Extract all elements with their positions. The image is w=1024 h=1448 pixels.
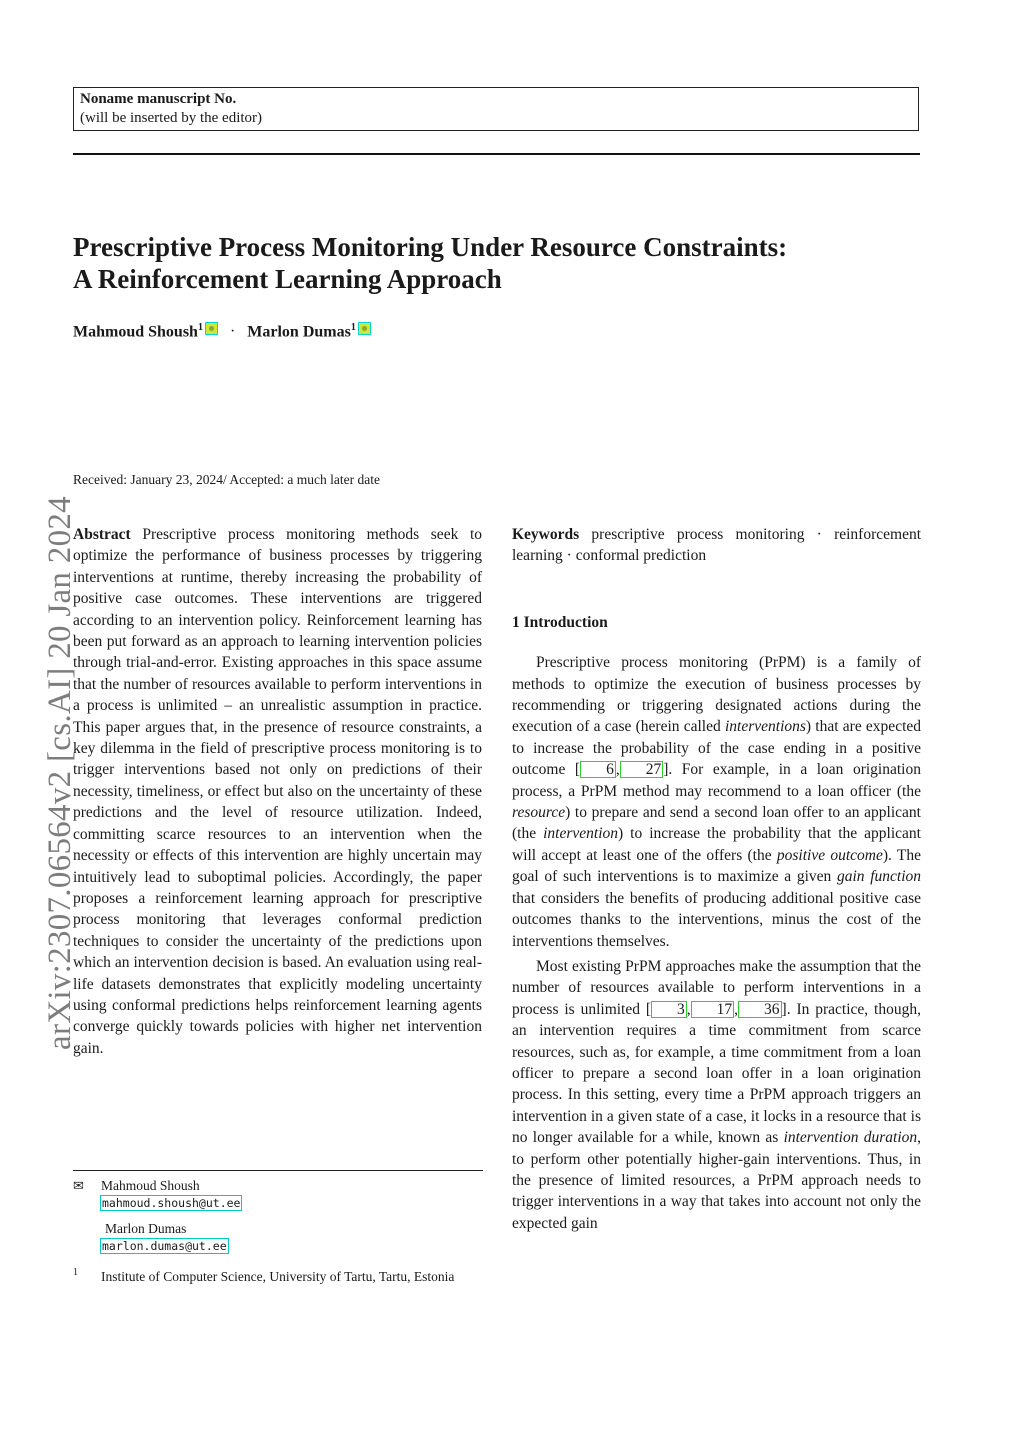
orcid-icon[interactable] — [205, 322, 218, 335]
abstract-label: Abstract — [73, 526, 131, 543]
manuscript-number-box — [73, 87, 919, 131]
text-span: Prescriptive process monitoring (PrPM) is a family of methods to optimize the execution of business processes by recommending or triggering designated actions during the execution of a case (herein called — [512, 654, 921, 736]
affiliation-footnote-mark: 1 — [73, 1267, 78, 1278]
header-rule — [73, 153, 920, 155]
emphasis: intervention duration — [783, 1129, 918, 1147]
citation-link[interactable]: 36 — [738, 1001, 782, 1018]
author-separator: · — [229, 323, 236, 341]
envelope-icon: ✉ — [73, 1178, 84, 1193]
author-name-1: Mahmoud Shoush — [73, 323, 198, 341]
received-date: Received: January 23, 2024/ Accepted: a much later date — [73, 472, 381, 487]
second-author-name: Marlon Dumas — [105, 1221, 187, 1236]
affiliation-text: Institute of Computer Science, University of Tartu, Tartu, Estonia — [101, 1269, 455, 1284]
citation-link[interactable]: 17 — [691, 1001, 735, 1018]
text-span: Most existing PrPM approaches make the assumption that the number of resources available to perform interventions in a process is unlimited — [512, 957, 921, 1018]
keywords-text: prescriptive process monitoring · reinforcement learning · conformal prediction — [512, 526, 922, 565]
author-name-2: Marlon Dumas — [247, 323, 351, 341]
affiliation-mark-1: 1 — [197, 322, 203, 333]
arxiv-stamp: arXiv:2307.06564v2 [cs.AI] 20 Jan 2024 — [42, 496, 78, 1050]
emphasis: intervention — [543, 825, 619, 843]
intro-paragraph-2: Most existing PrPM approaches make the assumption that the number of resources available to perform interventions in a process is unlimited [ 3 , 17 , 36 ]. In practice, though, an intervention requires a time commitment from scarce resources, such as, for example, a time commitment from a loan officer to prepare a second loan offer in a loan origination process. In this setting, every time a PrPM approach triggers an intervention in a given state of a case, it locks in a resource that is no longer available for a while, known as intervention duration, to perform other potentially higher-gain interventions. Thus, in the presence of limited resources, a PrPM approach needs to trigger interventions in a way that takes into account not only the expected gain — [512, 957, 921, 1232]
text-span: ) to prepare and send a second loan offer to an applicant (the — [512, 804, 921, 843]
citation-link[interactable]: 6 — [580, 761, 616, 778]
paper-title — [73, 231, 953, 295]
email-link-1[interactable]: mahmoud.shoush@ut.ee — [102, 1196, 241, 1210]
abstract-text: Prescriptive process monitoring methods seek to optimize the performance of business processes by triggering interventions at runtime, thereby increasing the probability of positive case outcomes. These interventions are triggered according to an intervention policy. Reinforcement learning has been put forward as an approach to learning intervention policies through trial-and-error. Existing approaches in this space assume that the number of resources available to perform interventions in a process is unlimited – an unrealistic assumption in practice. This paper argues that, in the presence of resource constraints, a key dilemma in the field of prescriptive process monitoring is to trigger interventions based not only on predictions of their necessity, timeliness, or effect but also on the uncertainty of these predictions and the level of resource utilization. Indeed, committing scarce resources to an intervention when the necessity or effects of this intervention are highly uncertain may intuitively lead to suboptimal policies. Accordingly, the paper proposes a reinforcement learning approach for prescriptive process monitoring that leverages conformal prediction techniques to consider the uncertainty of the predictions upon which an intervention decision is based. An evaluation using real-life datasets demonstrates that explicitly modeling uncertainty using conformal predictions helps reinforcement learning agents converge quickly towards policies with higher net intervention gain. — [73, 526, 483, 1057]
emphasis: positive outcome — [776, 846, 883, 864]
emphasis: resource — [512, 804, 566, 822]
author-list — [73, 322, 371, 341]
section-heading-introduction: 1 Introduction — [512, 613, 608, 631]
text-span: , to perform other potentially higher-gain interventions. Thus, in the presence of limited resources, a PrPM approach needs to trigger interventions in a way that takes into account not only the expected gain — [512, 1129, 921, 1232]
citation-link[interactable]: 3 — [651, 1001, 687, 1018]
keywords-label: Keywords — [512, 526, 580, 543]
email-link-2[interactable]: marlon.dumas@ut.ee — [102, 1239, 227, 1253]
text-span: . In practice, though, an intervention requires a time commitment from scarce resources, such as, for example, a time commitment from a loan officer to prepare a second loan offer in a loan origination process. In this setting, every time a PrPM approach triggers an intervention in a given state of a case, it locks in a resource that is no longer available for a while, known as — [512, 1000, 921, 1147]
footnote-rule — [73, 1170, 483, 1171]
intro-paragraph-1: Prescriptive process monitoring (PrPM) is a family of methods to optimize the execution of business processes by recommending or triggering designated actions during the execution of a case (herein called interventions) that are expected to increase the probability of the case ending in a positive outcome [ 6 , 27 ]. For example, in a loan origination process, a PrPM method may recommend to a loan officer (the resource) to prepare and send a second loan offer to an applicant (the intervention) to increase the probability that the applicant will accept at least one of the offers (the positive outcome). The goal of such interventions is to maximize a given gain function that considers the benefits of producing additional positive case outcomes thanks to the interventions, minus the cost of the interventions themselves. — [512, 654, 922, 950]
title-line-2: A Reinforcement Learning Approach — [73, 264, 502, 294]
manuscript-number-label: Noname manuscript No. — [80, 91, 237, 107]
keywords — [512, 524, 921, 567]
right-column — [512, 524, 921, 1234]
abstract — [73, 524, 482, 1059]
emphasis: gain function — [836, 868, 921, 886]
citation-link[interactable]: 27 — [620, 761, 664, 778]
text-span: ) to increase the probability that the applicant will accept at least one of the offers (the — [512, 825, 921, 864]
text-span: . For example, in a loan origination process, a PrPM method may recommend to a loan officer (the — [512, 761, 921, 800]
emphasis: interventions — [724, 718, 806, 736]
corresponding-author-name: Mahmoud Shoush — [101, 1178, 200, 1193]
orcid-icon[interactable] — [358, 322, 371, 335]
affiliation-mark-2: 1 — [350, 322, 356, 333]
text-span: that considers the benefits of producing additional positive case outcomes thanks to the interventions, minus the cost of the interventions themselves. — [512, 889, 921, 950]
title-line-1: Prescriptive Process Monitoring Under Resource Constraints: — [73, 232, 788, 262]
text-span: ) that are expected to increase the probability of the case ending in a positive outcome — [512, 718, 922, 779]
text-span: ). The goal of such interventions is to maximize a given — [512, 846, 921, 886]
editor-note: (will be inserted by the editor) — [80, 110, 263, 126]
